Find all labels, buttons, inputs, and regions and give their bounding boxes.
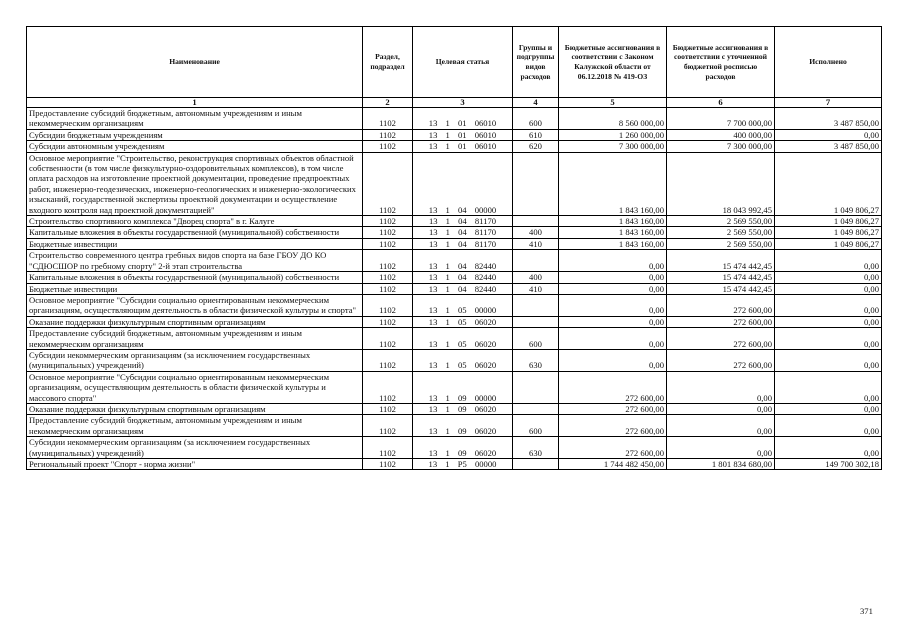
row-law-amount: 1 843 160,00 [559, 216, 667, 227]
header-refined-allocation: Бюджетные ассигнования в соответствии с уточненной бюджетной росписью расходов [667, 27, 775, 98]
table-row [27, 316, 882, 327]
row-name: Основное мероприятие "Субсидии социально ориентированным некоммерческим организациям, осуществляющим деятельность в области физической культуры и массового спорта" [27, 371, 363, 403]
row-refined-amount: 400 000,00 [667, 129, 775, 140]
table-row [27, 371, 882, 403]
row-group: 410 [513, 238, 559, 249]
row-executed-amount: 0,00 [775, 349, 882, 371]
row-name: Строительство спортивного комплекса "Дворец спорта" в г. Калуге [27, 216, 363, 227]
row-name: Региональный проект "Спорт - норма жизни" [27, 459, 363, 470]
row-target: 13 1 04 81170 [413, 227, 513, 238]
row-law-amount: 0,00 [559, 250, 667, 272]
row-name: Бюджетные инвестиции [27, 283, 363, 294]
header-section: Раздел, подраздел [363, 27, 413, 98]
table-row [27, 415, 882, 437]
row-refined-amount: 7 700 000,00 [667, 108, 775, 130]
row-section: 1102 [363, 437, 413, 459]
column-number: 3 [413, 98, 513, 108]
row-target: 13 1 04 82440 [413, 250, 513, 272]
row-section: 1102 [363, 129, 413, 140]
row-refined-amount: 7 300 000,00 [667, 141, 775, 152]
row-group: 400 [513, 272, 559, 283]
row-law-amount: 1 744 482 450,00 [559, 459, 667, 470]
row-executed-amount: 1 049 806,27 [775, 216, 882, 227]
budget-table [26, 26, 882, 470]
header-target: Целевая статья [413, 27, 513, 98]
row-section: 1102 [363, 216, 413, 227]
row-refined-amount: 2 569 550,00 [667, 227, 775, 238]
row-target: 13 1 01 06010 [413, 108, 513, 130]
row-target: 13 1 09 06020 [413, 437, 513, 459]
row-executed-amount: 0,00 [775, 437, 882, 459]
row-target: 13 1 P5 00000 [413, 459, 513, 470]
row-executed-amount: 0,00 [775, 272, 882, 283]
row-target: 13 1 04 82440 [413, 272, 513, 283]
row-law-amount: 0,00 [559, 283, 667, 294]
table-row [27, 328, 882, 350]
table-body [27, 108, 882, 470]
row-executed-amount: 3 487 850,00 [775, 108, 882, 130]
row-law-amount: 8 560 000,00 [559, 108, 667, 130]
row-refined-amount: 0,00 [667, 437, 775, 459]
row-executed-amount: 1 049 806,27 [775, 152, 882, 215]
column-number: 4 [513, 98, 559, 108]
row-name: Капитальные вложения в объекты государственной (муниципальной) собственности [27, 227, 363, 238]
row-executed-amount: 0,00 [775, 129, 882, 140]
row-group [513, 250, 559, 272]
row-name: Бюджетные инвестиции [27, 238, 363, 249]
row-law-amount: 1 843 160,00 [559, 152, 667, 215]
row-refined-amount: 1 801 834 680,00 [667, 459, 775, 470]
table-row [27, 141, 882, 152]
row-group [513, 216, 559, 227]
row-target: 13 1 04 81170 [413, 216, 513, 227]
column-number-row [27, 98, 882, 108]
row-law-amount: 0,00 [559, 316, 667, 327]
row-target: 13 1 09 00000 [413, 371, 513, 403]
row-refined-amount: 18 043 992,45 [667, 152, 775, 215]
row-group [513, 152, 559, 215]
row-refined-amount: 2 569 550,00 [667, 216, 775, 227]
row-law-amount: 0,00 [559, 349, 667, 371]
table-row [27, 403, 882, 414]
row-executed-amount: 1 049 806,27 [775, 227, 882, 238]
table-row [27, 349, 882, 371]
table-row [27, 283, 882, 294]
row-section: 1102 [363, 294, 413, 316]
row-refined-amount: 15 474 442,45 [667, 272, 775, 283]
column-number: 5 [559, 98, 667, 108]
row-refined-amount: 0,00 [667, 403, 775, 414]
row-law-amount: 0,00 [559, 272, 667, 283]
row-executed-amount: 0,00 [775, 294, 882, 316]
row-group [513, 316, 559, 327]
row-law-amount: 272 600,00 [559, 371, 667, 403]
row-section: 1102 [363, 108, 413, 130]
table-row [27, 108, 882, 130]
row-executed-amount: 0,00 [775, 403, 882, 414]
row-group: 600 [513, 415, 559, 437]
row-law-amount: 0,00 [559, 294, 667, 316]
page-number: 371 [860, 606, 873, 616]
row-target: 13 1 04 00000 [413, 152, 513, 215]
row-name: Предоставление субсидий бюджетным, автономным учреждениям и иным некоммерческим организациям [27, 108, 363, 130]
row-refined-amount: 0,00 [667, 415, 775, 437]
budget-table-page [26, 26, 881, 470]
row-section: 1102 [363, 459, 413, 470]
row-group [513, 403, 559, 414]
row-executed-amount: 0,00 [775, 283, 882, 294]
row-executed-amount: 1 049 806,27 [775, 238, 882, 249]
row-section: 1102 [363, 141, 413, 152]
row-target: 13 1 01 06010 [413, 141, 513, 152]
row-group: 630 [513, 349, 559, 371]
row-refined-amount: 2 569 550,00 [667, 238, 775, 249]
table-row [27, 129, 882, 140]
row-target: 13 1 05 00000 [413, 294, 513, 316]
row-refined-amount: 272 600,00 [667, 294, 775, 316]
table-row [27, 216, 882, 227]
header-executed: Исполнено [775, 27, 882, 98]
row-executed-amount: 0,00 [775, 415, 882, 437]
row-group [513, 371, 559, 403]
row-section: 1102 [363, 328, 413, 350]
row-name: Субсидии бюджетным учреждениям [27, 129, 363, 140]
row-refined-amount: 272 600,00 [667, 328, 775, 350]
row-name: Основное мероприятие "Субсидии социально ориентированным некоммерческим организациям, осуществляющим деятельность в области физической культуры и спорта" [27, 294, 363, 316]
header-row [27, 27, 882, 98]
row-target: 13 1 04 81170 [413, 238, 513, 249]
row-executed-amount: 0,00 [775, 250, 882, 272]
header-name: Наименование [27, 27, 363, 98]
row-name: Предоставление субсидий бюджетным, автономным учреждениям и иным некоммерческим организациям [27, 328, 363, 350]
row-section: 1102 [363, 349, 413, 371]
row-group: 410 [513, 283, 559, 294]
row-group: 610 [513, 129, 559, 140]
row-law-amount: 272 600,00 [559, 415, 667, 437]
row-name: Предоставление субсидий бюджетным, автономным учреждениям и иным некоммерческим организациям [27, 415, 363, 437]
row-target: 13 1 05 06020 [413, 349, 513, 371]
header-group: Группы и подгруппы видов расходов [513, 27, 559, 98]
row-section: 1102 [363, 250, 413, 272]
row-section: 1102 [363, 415, 413, 437]
row-section: 1102 [363, 403, 413, 414]
row-group [513, 459, 559, 470]
table-row [27, 152, 882, 215]
row-target: 13 1 05 06020 [413, 316, 513, 327]
column-number: 6 [667, 98, 775, 108]
table-row [27, 250, 882, 272]
row-law-amount: 272 600,00 [559, 437, 667, 459]
row-target: 13 1 04 82440 [413, 283, 513, 294]
row-refined-amount: 15 474 442,45 [667, 250, 775, 272]
row-law-amount: 1 843 160,00 [559, 238, 667, 249]
row-name: Субсидии некоммерческим организациям (за исключением государственных (муниципальных) учреждений) [27, 349, 363, 371]
row-name: Субсидии некоммерческим организациям (за исключением государственных (муниципальных) учреждений) [27, 437, 363, 459]
row-name: Строительство современного центра гребных видов спорта на базе ГБОУ ДО КО "СДЮСШОР по гребному спорту" 2-й этап строительства [27, 250, 363, 272]
table-row [27, 459, 882, 470]
row-executed-amount: 0,00 [775, 371, 882, 403]
row-target: 13 1 01 06010 [413, 129, 513, 140]
row-refined-amount: 272 600,00 [667, 316, 775, 327]
column-number: 1 [27, 98, 363, 108]
row-group: 400 [513, 227, 559, 238]
row-law-amount: 1 843 160,00 [559, 227, 667, 238]
row-group: 630 [513, 437, 559, 459]
row-law-amount: 1 260 000,00 [559, 129, 667, 140]
header-law-allocation: Бюджетные ассигнования в соответствии с Законом Калужской области от 06.12.2018 № 419-ОЗ [559, 27, 667, 98]
row-law-amount: 0,00 [559, 328, 667, 350]
row-name: Оказание поддержки физкультурным спортивным организациям [27, 316, 363, 327]
row-refined-amount: 15 474 442,45 [667, 283, 775, 294]
column-number: 7 [775, 98, 882, 108]
table-row [27, 272, 882, 283]
row-target: 13 1 09 06020 [413, 415, 513, 437]
table-row [27, 238, 882, 249]
row-group [513, 294, 559, 316]
row-refined-amount: 0,00 [667, 371, 775, 403]
row-name: Субсидии автономным учреждениям [27, 141, 363, 152]
row-law-amount: 7 300 000,00 [559, 141, 667, 152]
row-section: 1102 [363, 227, 413, 238]
row-name: Капитальные вложения в объекты государственной (муниципальной) собственности [27, 272, 363, 283]
row-section: 1102 [363, 152, 413, 215]
row-target: 13 1 09 06020 [413, 403, 513, 414]
row-law-amount: 272 600,00 [559, 403, 667, 414]
row-target: 13 1 05 06020 [413, 328, 513, 350]
row-name: Оказание поддержки физкультурным спортивным организациям [27, 403, 363, 414]
row-section: 1102 [363, 283, 413, 294]
row-section: 1102 [363, 238, 413, 249]
row-executed-amount: 149 700 302,18 [775, 459, 882, 470]
row-section: 1102 [363, 272, 413, 283]
row-section: 1102 [363, 316, 413, 327]
column-number: 2 [363, 98, 413, 108]
row-group: 600 [513, 328, 559, 350]
row-group: 600 [513, 108, 559, 130]
row-executed-amount: 3 487 850,00 [775, 141, 882, 152]
row-name: Основное мероприятие "Строительство, реконструкция спортивных объектов областной собственности (в том числе физкультурно-оздоровительных комплексов), в том числе оплата расходов на изготовление проектной документации, проведение предпроектных работ, инженерно-геодезических, инженерно-геологических и инженерно-экологических изысканий, государственной экспертизы проектной документации и осуществление входного контроля над проектной документацией" [27, 152, 363, 215]
table-row [27, 437, 882, 459]
row-section: 1102 [363, 371, 413, 403]
row-executed-amount: 0,00 [775, 316, 882, 327]
table-row [27, 294, 882, 316]
table-row [27, 227, 882, 238]
row-refined-amount: 272 600,00 [667, 349, 775, 371]
row-group: 620 [513, 141, 559, 152]
row-executed-amount: 0,00 [775, 328, 882, 350]
